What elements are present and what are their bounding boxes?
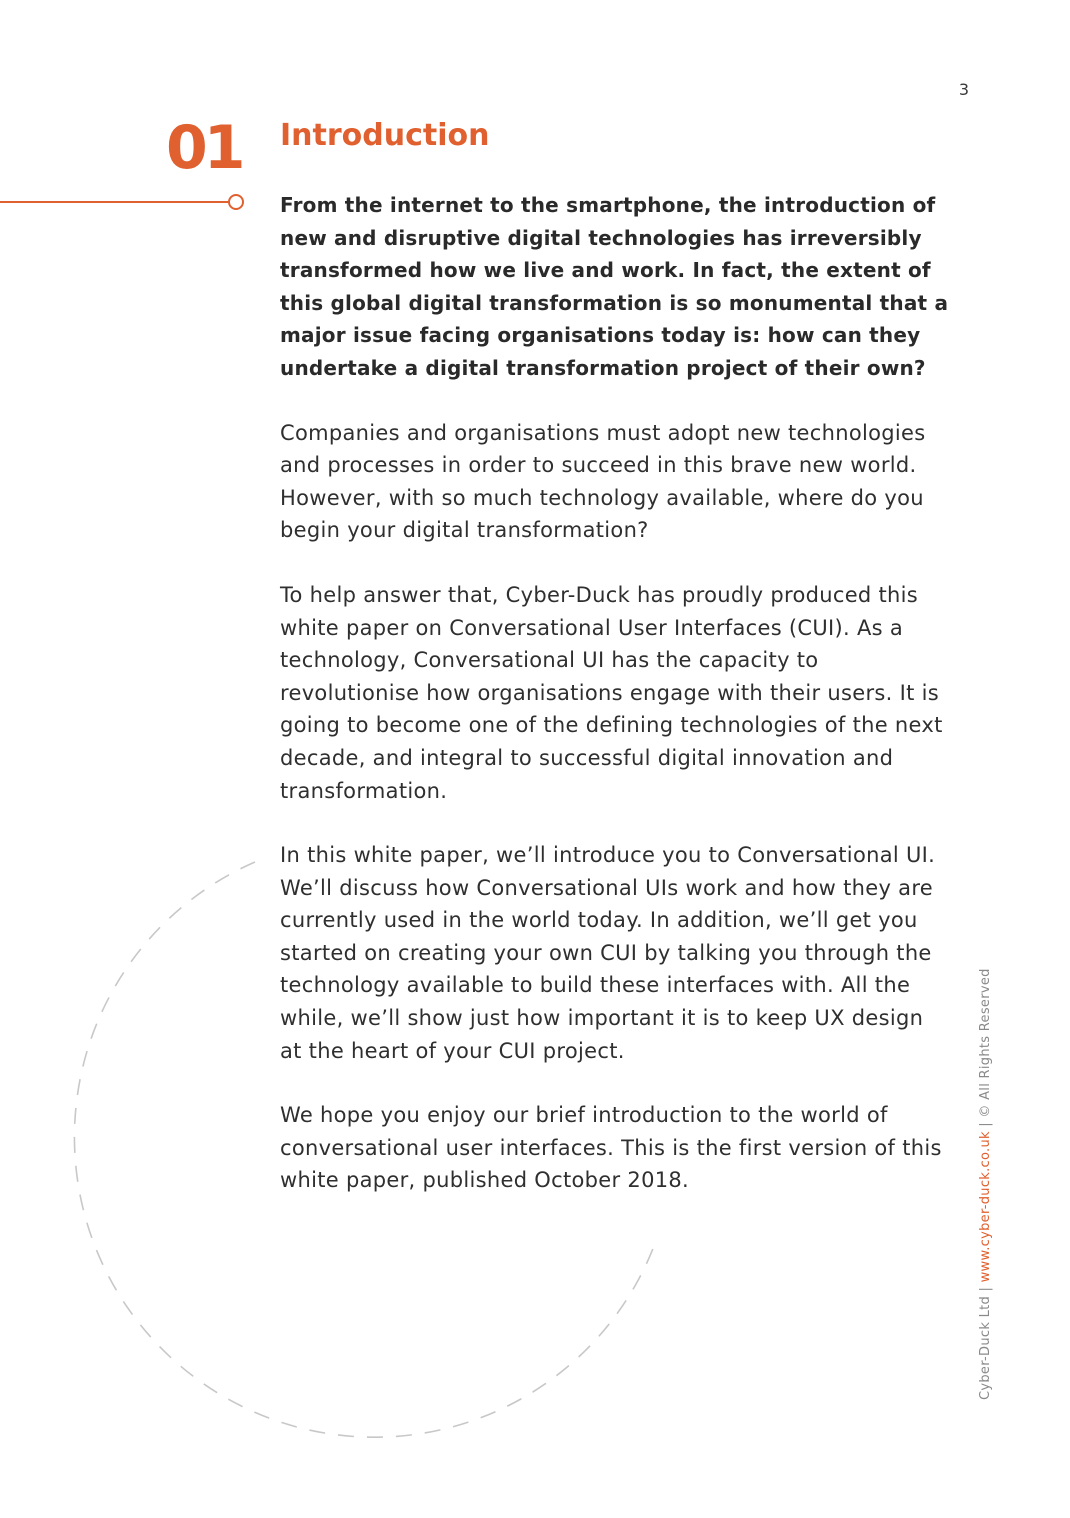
section-number: 01 [166, 113, 242, 183]
footer-rights: © All Rights Reserved [978, 968, 993, 1118]
footer-separator: | [978, 1117, 993, 1132]
body-paragraph: To help answer that, Cyber-Duck has proudly produced this white paper on Conversational User Interfaces (CUI). As a technology, Conversational UI has the capacity to revolutionise how organisations engage with their users. It is going to become one of the defining technologies of the next decade, and integral to successful digital innovation and transformation. [280, 582, 943, 803]
body-paragraph: We hope you enjoy our brief introduction to the world of conversational user interfaces. This is the first version of this white paper, published October 2018. [280, 1103, 942, 1193]
footer-website-link[interactable]: www.cyber-duck.co.uk [978, 1131, 993, 1283]
section-title: Introduction [280, 118, 490, 153]
body-paragraph: Companies and organisations must adopt new technologies and processes in order to succeed in this brave new world. However, with so much technology available, where do you begin your digital transformation? [280, 420, 926, 543]
vertical-footer [978, 968, 993, 1400]
footer-separator: | [978, 1282, 993, 1296]
footer-company: Cyber-Duck Ltd [978, 1295, 993, 1400]
page-number: 3 [958, 80, 970, 99]
section-rule-line [0, 201, 229, 203]
lead-paragraph: From the internet to the smartphone, the introduction of new and disruptive digital technologies has irreversibly transformed how we live and work. In fact, the extent of this global digital transformation is so monumental that a major issue facing organisations today is: how can they undertake a digital transformation project of their own? [280, 193, 949, 380]
body-paragraph: In this white paper, we’ll introduce you to Conversational UI. We’ll discuss how Conversational UIs work and how they are currently used in the world today. In addition, we’ll get you started on creating your own CUI by talking you through the technology available to build these interfaces with. All the while, we’ll show just how important it is to keep UX design at the heart of your CUI project. [280, 843, 936, 1063]
body-content [280, 189, 950, 1229]
section-rule-dot [228, 194, 244, 210]
